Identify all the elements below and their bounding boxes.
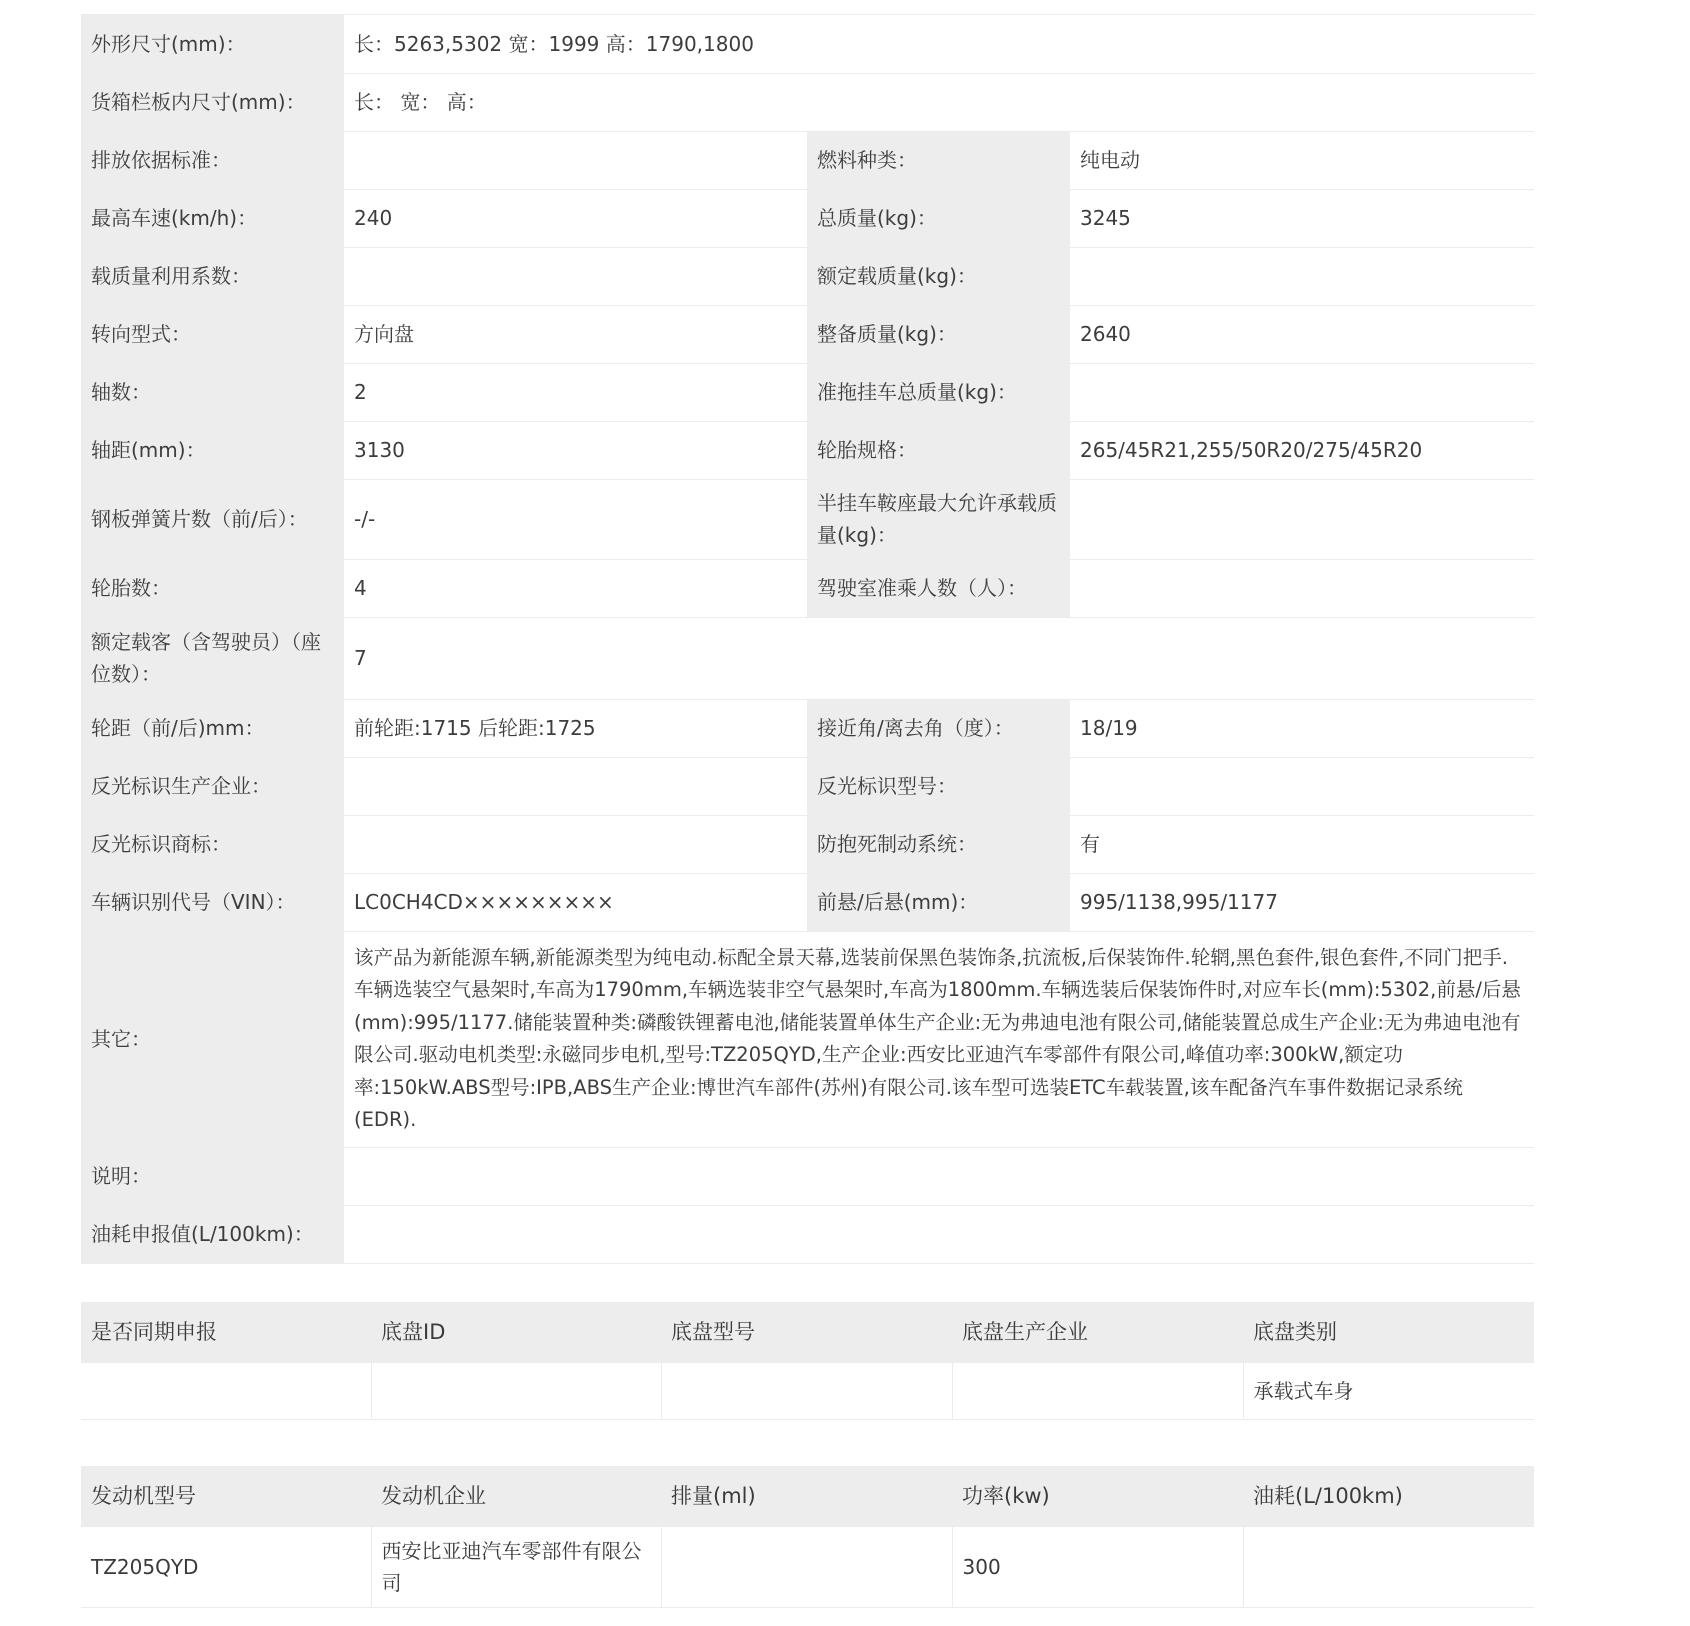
saddle-load-value [1070,479,1534,559]
load-coef-value [344,247,807,305]
track-label: 轮距（前/后)mm： [81,699,344,757]
spec-row-other [81,931,1534,1147]
note-value [344,1147,1534,1205]
top-strip [81,0,1534,15]
abs-value: 有 [1070,815,1534,873]
engine-cell-model: TZ205QYD [81,1527,371,1608]
spec-row-reflect [81,757,1534,815]
chassis-table [81,1302,1534,1420]
chassis-header-maker: 底盘生产企业 [952,1302,1243,1363]
fuel-type-label: 燃料种类： [807,131,1070,189]
trailer-mass-label: 准拖挂车总质量(kg)： [807,363,1070,421]
load-coef-label: 载质量利用系数： [81,247,344,305]
angle-label: 接近角/离去角（度）： [807,699,1070,757]
seats-value: 7 [344,617,1534,699]
other-description: 该产品为新能源车辆,新能源类型为纯电动.标配全景天幕,选装前保黑色装饰条,抗流板,后保装饰件.轮辋,黑色套件,银色套件,不同门把手.车辆选装空气悬架时,车高为1790mm,车辆选装非空气悬架时,车高为1800mm.车辆选装后保装饰件时,对应车长(mm):5302,前悬/后悬(mm):995/1177.储能装置种类:磷酸铁锂蓄电池,储能装置单体生产企业:无为弗迪电池有限公司,储能装置总成生产企业:无为弗迪电池有限公司.驱动电机类型:永磁同步电机,型号:TZ205QYD,生产企业:西安比亚迪汽车零部件有限公司,峰值功率:300kW,额定功率:150kW.ABS型号:IPB,ABS生产企业:博世汽车部件(苏州)有限公司.该车型可选装ETC车载装置,该车配备汽车事件数据记录系统(EDR). [344,931,1534,1147]
chassis-cell-concurrent [81,1363,371,1420]
dims-value: 长：5263,5302 宽：1999 高：1790,1800 [344,15,1534,73]
spec-row-tires [81,559,1534,617]
total-mass-value: 3245 [1070,189,1534,247]
vin-label: 车辆识别代号（VIN）： [81,873,344,931]
fuel-declared-value [344,1205,1534,1263]
steering-value: 方向盘 [344,305,807,363]
chassis-header-type: 底盘类别 [1243,1302,1534,1363]
chassis-header-model: 底盘型号 [661,1302,952,1363]
spec-page [81,0,1534,1595]
engine-cell-maker: 西安比亚迪汽车零部件有限公司 [371,1527,661,1608]
wheelbase-value: 3130 [344,421,807,479]
engine-header-model: 发动机型号 [81,1466,371,1527]
engine-header-power: 功率(kw) [952,1466,1243,1527]
spec-row-note [81,1147,1534,1205]
max-speed-label: 最高车速(km/h)： [81,189,344,247]
note-label: 说明： [81,1147,344,1205]
fuel-declared-label: 油耗申报值(L/100km)： [81,1205,344,1263]
chassis-cell-type: 承载式车身 [1243,1363,1534,1420]
abs-label: 防抱死制动系统： [807,815,1070,873]
cab-capacity-value [1070,559,1534,617]
saddle-load-label: 半挂车鞍座最大允许承载质量(kg)： [807,479,1070,559]
tire-spec-label: 轮胎规格： [807,421,1070,479]
emission-label: 排放依据标准： [81,131,344,189]
tire-count-label: 轮胎数： [81,559,344,617]
engine-cell-power: 300 [952,1527,1243,1608]
spec-row-brand [81,815,1534,873]
spec-row-fuel-declared [81,1205,1534,1263]
axles-label: 轴数： [81,363,344,421]
rated-load-label: 额定载质量(kg)： [807,247,1070,305]
dims-label: 外形尺寸(mm)： [81,15,344,73]
reflect-mfr-label: 反光标识生产企业： [81,757,344,815]
spec-row-steering [81,305,1534,363]
reflect-model-label: 反光标识型号： [807,757,1070,815]
tire-spec-value: 265/45R21,255/50R20/275/45R20 [1070,421,1534,479]
tire-count-value: 4 [344,559,807,617]
spec-row-axles [81,363,1534,421]
spec-row-vin [81,873,1534,931]
spec-row-wheelbase [81,421,1534,479]
chassis-cell-model [661,1363,952,1420]
reflect-mfr-value [344,757,807,815]
engine-cell-displacement [661,1527,952,1608]
reflect-model-value [1070,757,1534,815]
track-value: 前轮距:1715 后轮距:1725 [344,699,807,757]
chassis-cell-id [371,1363,661,1420]
spec-row-dimensions [81,15,1534,73]
rated-load-value [1070,247,1534,305]
chassis-header-row [81,1302,1534,1363]
engine-table [81,1466,1534,1608]
other-label: 其它： [81,931,344,1147]
spec-row-cargo [81,73,1534,131]
total-mass-label: 总质量(kg)： [807,189,1070,247]
spring-label: 钢板弹簧片数（前/后）： [81,479,344,559]
trailer-mass-value [1070,363,1534,421]
angle-value: 18/19 [1070,699,1534,757]
cargo-label: 货箱栏板内尺寸(mm)： [81,73,344,131]
curb-mass-label: 整备质量(kg)： [807,305,1070,363]
spec-table [81,15,1534,1264]
overhang-value: 995/1138,995/1177 [1070,873,1534,931]
spec-row-spring [81,479,1534,559]
spec-row-emission [81,131,1534,189]
cab-capacity-label: 驾驶室准乘人数（人）： [807,559,1070,617]
reflect-brand-label: 反光标识商标： [81,815,344,873]
cargo-value: 长： 宽： 高： [344,73,1534,131]
engine-header-row [81,1466,1534,1527]
chassis-header-id: 底盘ID [371,1302,661,1363]
engine-data-row [81,1527,1534,1608]
engine-header-fuel: 油耗(L/100km) [1243,1466,1534,1527]
overhang-label: 前悬/后悬(mm)： [807,873,1070,931]
wheelbase-label: 轴距(mm)： [81,421,344,479]
chassis-header-concurrent: 是否同期申报 [81,1302,371,1363]
steering-label: 转向型式： [81,305,344,363]
max-speed-value: 240 [344,189,807,247]
spec-row-load [81,247,1534,305]
vin-value: LC0CH4CD××××××××× [344,873,807,931]
curb-mass-value: 2640 [1070,305,1534,363]
axles-value: 2 [344,363,807,421]
engine-header-displacement: 排量(ml) [661,1466,952,1527]
engine-header-maker: 发动机企业 [371,1466,661,1527]
spring-value: -/- [344,479,807,559]
seats-label: 额定载客（含驾驶员）（座位数）： [81,617,344,699]
spec-row-seats [81,617,1534,699]
chassis-cell-maker [952,1363,1243,1420]
fuel-type-value: 纯电动 [1070,131,1534,189]
engine-cell-fuel [1243,1527,1534,1608]
spec-row-speed [81,189,1534,247]
reflect-brand-value [344,815,807,873]
emission-value [344,131,807,189]
chassis-data-row [81,1363,1534,1420]
spec-row-track [81,699,1534,757]
